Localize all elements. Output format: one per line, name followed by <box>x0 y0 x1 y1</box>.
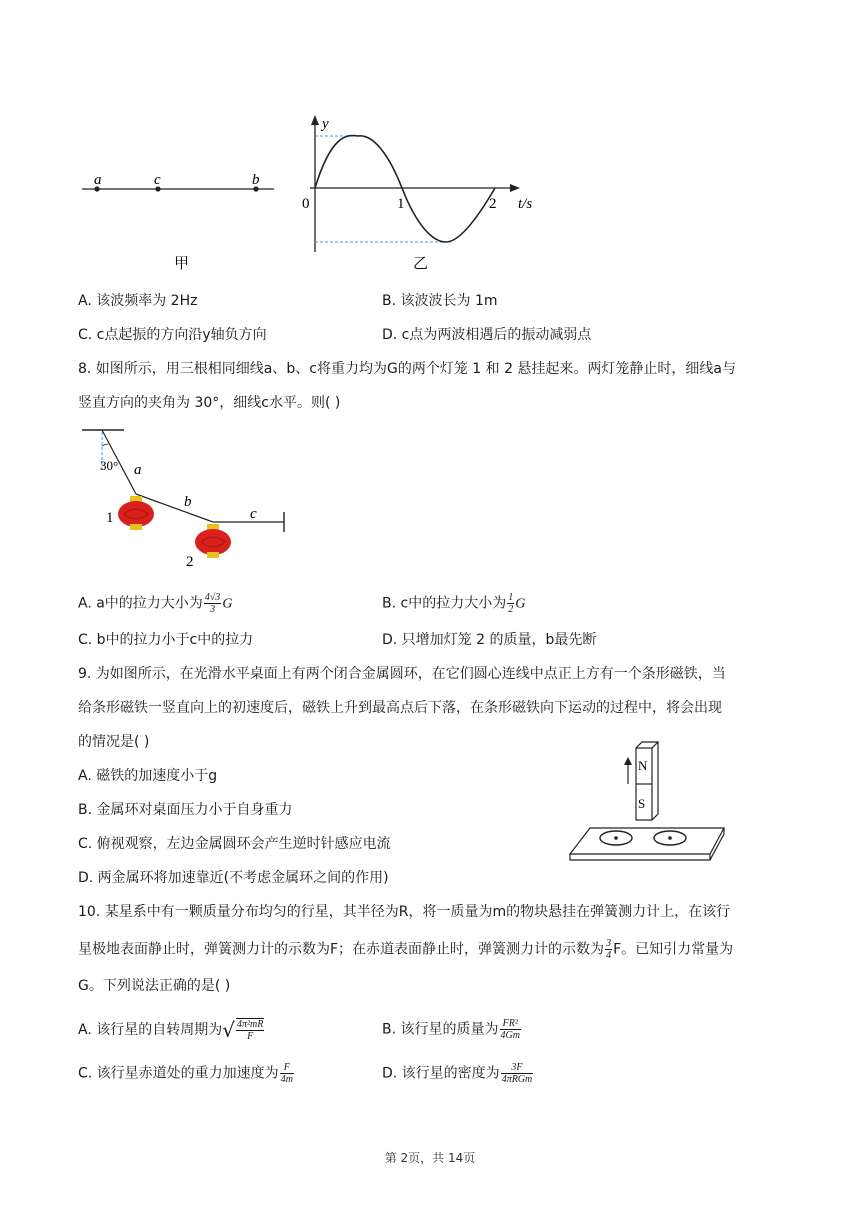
label-string-b: b <box>184 494 192 510</box>
tick-1: 1 <box>397 196 405 212</box>
label-string-a: a <box>134 462 142 478</box>
label-30deg: 30° <box>100 458 119 473</box>
label-a: a <box>94 172 102 188</box>
q9-option-a: A. 磁铁的加速度小于g <box>78 768 218 784</box>
q7-option-c: C. c点起振的方向沿y轴负方向 <box>78 327 267 343</box>
q9-option-c: C. 俯视观察，左边金属圆环会产生逆时针感应电流 <box>78 836 391 852</box>
q8-option-d: D. 只增加灯笼 2 的质量，b最先断 <box>382 632 597 648</box>
q7-option-d: D. c点为两波相遇后的振动减弱点 <box>382 327 592 343</box>
label-c: c <box>154 172 161 188</box>
q7-option-b: B. 该波波长为 1m <box>382 293 498 309</box>
figure-yi-wave-graph <box>296 112 546 274</box>
q9-option-b: B. 金属环对桌面压力小于自身重力 <box>78 802 293 818</box>
q10-option-d: D. 该行星的密度为 $\frac{3F}{\text{4πRGm}}$ <box>382 1062 533 1085</box>
lantern-2 <box>195 524 231 558</box>
label-S: S <box>638 796 646 811</box>
sine-curve <box>315 136 495 242</box>
q10-option-a: A. 该行星的自转周期为√ $\frac{\text{4π²mR}}{F}$ <box>78 1018 264 1042</box>
figure-jia <box>80 168 280 274</box>
q10-option-b: B. 该行星的质量为 $\frac{\text{FR²}}{4Gm}$ <box>382 1018 520 1041</box>
label-jia: 甲 <box>174 256 190 272</box>
q9-stem-line2: 给条形磁铁一竖直向上的初速度后，磁铁上升到最高点后下落，在条形磁铁向下运动的过程中，将会出现 <box>78 700 722 716</box>
q9-stem-line3: 的情况是( ) <box>78 734 150 750</box>
page-footer: 第 2页，共 14页 <box>384 1151 476 1165</box>
q8-option-a: A. a中的拉力大小为 $\frac{4√3}{3}$ G <box>78 592 233 615</box>
q9-option-d: D. 两金属环将加速靠近(不考虑金属环之间的作用) <box>78 870 389 886</box>
tick-0: 0 <box>302 196 310 212</box>
label-lantern-2: 2 <box>186 554 194 570</box>
q8-option-c: C. b中的拉力小于c中的拉力 <box>78 632 254 648</box>
tick-2: 2 <box>489 196 497 212</box>
q7-option-a: A. 该波频率为 2Hz <box>78 293 198 309</box>
q9-stem-line1: 9. 为如图所示，在光滑水平桌面上有两个闭合金属圆环，在它们圆心连线中点正上方有一个条形磁铁，当 <box>78 666 726 682</box>
q8-stem-line1: 8. 如图所示，用三根相同细线a、b、c将重力均为G的两个灯笼 1 和 2 悬挂起来。两灯笼静止时，细线a与 <box>78 361 737 377</box>
label-string-c: c <box>250 506 257 522</box>
q10-option-c: C. 该行星赤道处的重力加速度为 $\frac{F}{4m}$ <box>78 1062 293 1085</box>
axis-t-label: t/s <box>518 196 533 212</box>
label-lantern-1: 1 <box>106 510 114 526</box>
label-b: b <box>252 172 260 188</box>
q10-stem-line1: 10. 某星系中有一颗质量分布均匀的行星，其半径为R，将一质量为m的物块悬挂在弹簧测力计上，在该行 <box>78 904 731 920</box>
label-yi: 乙 <box>413 256 429 272</box>
q10-stem-line2: 星极地表面静止时，弹簧测力计的示数为F；在赤道表面静止时，弹簧测力计的示数为 $\frac{3}{4}$ F。已知引力常量为 <box>78 938 734 961</box>
figure-magnet-rings <box>564 740 734 866</box>
axis-y-label: y <box>322 116 329 132</box>
figure-lanterns <box>78 424 298 570</box>
lantern-1 <box>118 496 154 530</box>
label-N: N <box>638 758 648 773</box>
q8-stem-line2: 竖直方向的夹角为 30°，细线c水平。则( ) <box>78 395 341 411</box>
q10-stem-line3: G。下列说法正确的是( ) <box>78 978 231 994</box>
q8-option-b: B. c中的拉力大小为 $\frac{1}{2}$ G <box>382 592 526 615</box>
